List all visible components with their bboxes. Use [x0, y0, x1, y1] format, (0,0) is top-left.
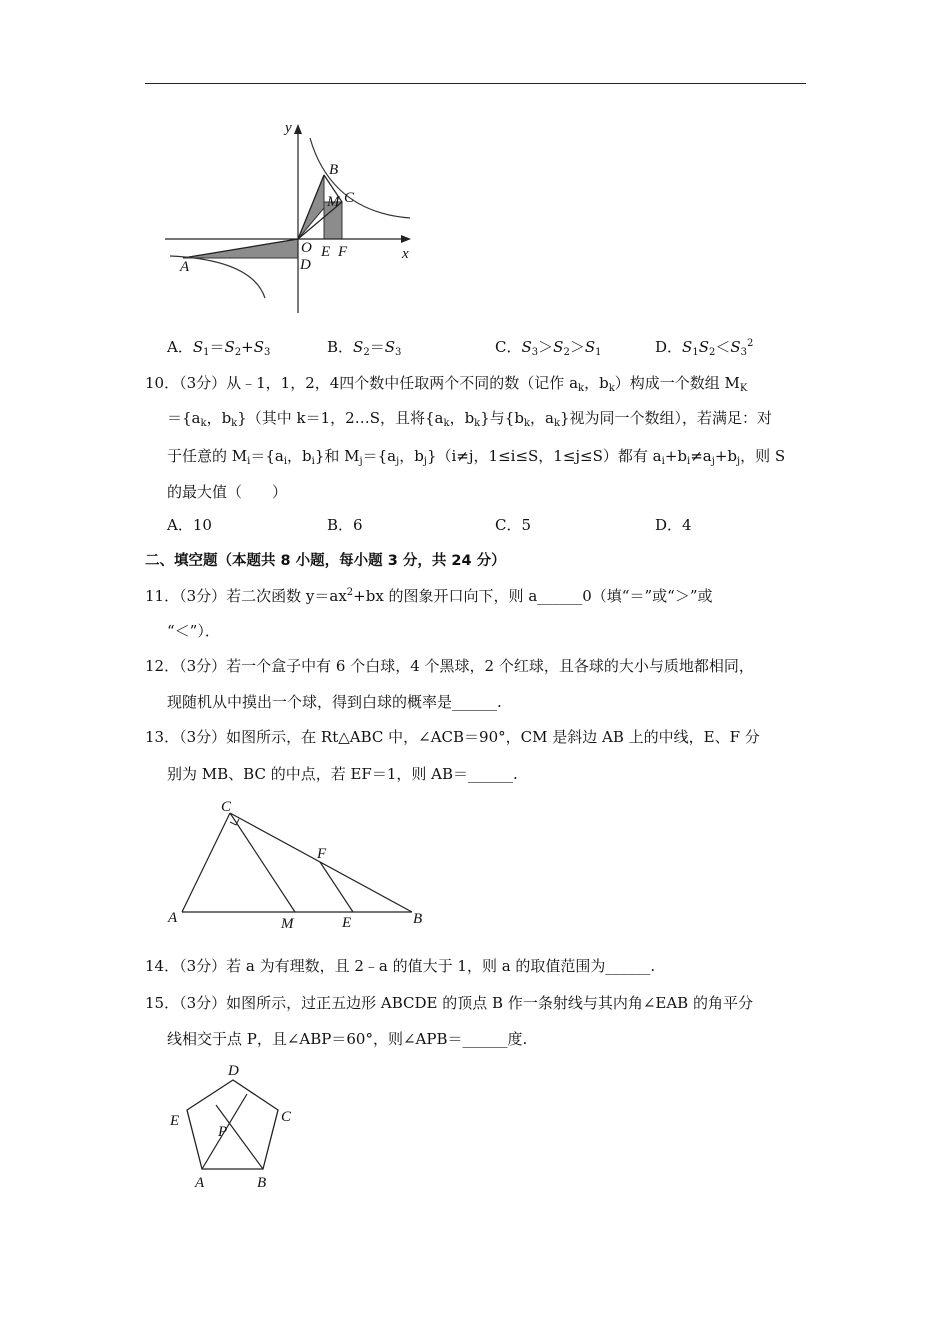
q13-figure	[160, 795, 440, 935]
q15-figure	[160, 1058, 310, 1198]
q9-label-M: M	[327, 194, 340, 210]
q13-label-M: M	[281, 916, 294, 932]
q14-line1: 14．（3分）若 a 为有理数，且 2﹣a 的值大于 1，则 a 的取值范围为______.	[145, 957, 656, 975]
q9-option-c: C．$S_3>S_2>S_1$	[495, 338, 602, 358]
q9-label-C: C	[344, 190, 355, 206]
q10-option-c: C．5	[495, 516, 532, 534]
q10-option-a: A．10	[167, 516, 212, 534]
q10-option-b: B．6	[327, 516, 363, 534]
q9-option-a: A．$S_1=S_2+S_3$	[167, 338, 271, 358]
q15-label-E: E	[170, 1113, 180, 1129]
q13-label-A: A	[168, 910, 178, 926]
q9-label-A: A	[180, 259, 190, 275]
q10-line2: $=\{a_k$，$b_k$}（其中 k＝1，2…S，且将{$a_k$，$b_k$}与{$b_k$，$a_k$}视为同一个数组），若满足：对	[167, 409, 773, 429]
q11-line2: “＜”）．	[167, 622, 220, 640]
q9-label-E: E	[321, 244, 331, 260]
q15-label-C: C	[281, 1109, 292, 1125]
q9-label-y: y	[285, 120, 292, 136]
q13-line1: 13．（3分）如图所示，在 Rt△ABC 中，∠ACB＝90°，CM 是斜边 AB 上的中线，E、F 分	[145, 728, 760, 746]
q15-label-P: P	[218, 1124, 228, 1140]
q9-label-D: D	[300, 257, 311, 273]
header-rule	[145, 83, 806, 84]
section-heading: 二、填空题（本题共 8 小题，每小题 3 分，共 24 分）	[145, 553, 506, 569]
q9-option-d: D．$S_1S_2<S_3^2$	[655, 338, 754, 358]
q12-line1: 12．（3分）若一个盒子中有 6 个白球，4 个黑球，2 个红球，且各球的大小与质地都相同，	[145, 657, 754, 675]
q15-line2: 线相交于点 P，且∠ABP＝60°，则∠APB＝______度.	[167, 1030, 528, 1048]
q10-line4: 的最大值（ ）	[167, 483, 288, 501]
q13-label-F: F	[317, 846, 327, 862]
q13-line2: 别为 MB、BC 的中点，若 EF＝1，则 AB＝______.	[167, 765, 518, 783]
q9-option-b: B．$S_2=S_3$	[327, 338, 402, 358]
q12-line2: 现随机从中摸出一个球，得到白球的概率是______.	[167, 693, 502, 711]
q10-option-d: D．4	[655, 516, 692, 534]
q13-label-B: B	[413, 911, 423, 927]
q9-figure	[160, 118, 420, 318]
q15-label-B: B	[257, 1175, 267, 1191]
q15-line1: 15．（3分）如图所示，过正五边形 ABCDE 的顶点 B 作一条射线与其内角∠EAB 的角平分	[145, 994, 753, 1012]
q9-label-x: x	[402, 246, 409, 262]
q11-line1: 11．（3分）若二次函数 $y=ax^2+bx$ 的图象开口向下，则 a______0（填“＝”或“＞”或	[145, 587, 713, 605]
q10-line1: 10．（3分）从﹣1，1，2，4四个数中任取两个不同的数（记作 $a_k$，$b_k$）构成一个数组 $M_K$	[145, 374, 748, 394]
q15-label-A: A	[195, 1175, 205, 1191]
q10-line3: 于任意的 $M_i=\{a_i$，$b_i$}和 $M_j=\{a_j$，$b_j\}(i\ne j$，1≤i≤S，1≤j≤S）都有 $a_i+b_i\ne a_j+b_j$，则 S	[167, 447, 786, 467]
q13-label-C: C	[221, 799, 232, 815]
q9-label-B: B	[329, 162, 339, 178]
q9-label-O: O	[301, 240, 312, 256]
q15-label-D: D	[228, 1063, 239, 1079]
q13-label-E: E	[342, 915, 352, 931]
q9-label-F: F	[338, 244, 348, 260]
